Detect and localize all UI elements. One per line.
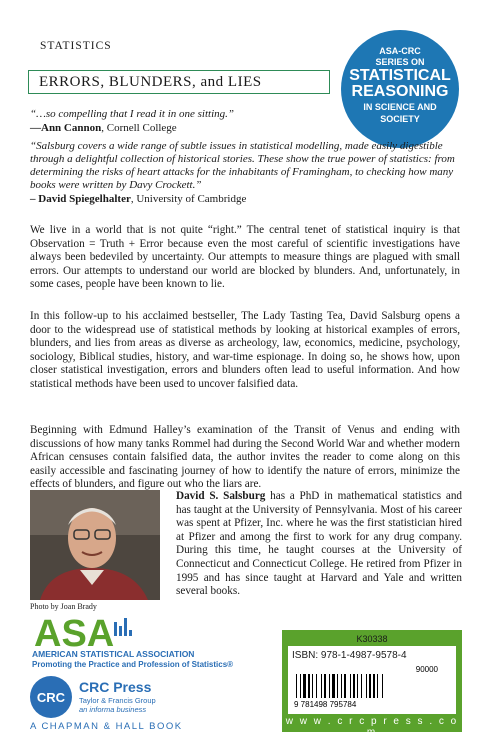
barcode-bar [350,674,351,698]
series-line-3: STATISTICAL [349,67,451,84]
barcode-bar [366,674,367,698]
barcode-bar [324,674,326,698]
price-code: 90000 [415,665,438,674]
barcode-bar [296,674,297,698]
series-line-4: REASONING [351,83,449,100]
barcode-digits: 9 781498 795784 [294,700,357,708]
author-photo [30,490,160,600]
review-quote: “Salsburg covers a wide range of subtle issues in statistical modelling, made easily digestible through a delightful collection of historical stories. These show the true power of statistics: from determining the risks of heart attacks for the inhabitants of Framingham, to checking how many books were written by Davy Crockett.” [30,140,455,191]
review-quote: “…so compelling that I read it in one sitting.” [30,108,235,120]
barcode-bar [300,674,301,698]
description-paragraph: In this follow-up to his acclaimed bestseller, The Lady Tasting Tea, David Salsburg opens a door to the widespread use of statistical methods by looking at historical examples of errors, blunders, and lies from areas as diverse as archeology, law, economics, medicine, psychology, sociology, Biblical studies, history, and war-time espionage. In doing so, he shows how, upon closer statistical investigation, errors and blunders often lead to useful information. And how statistical methods have been used to uncover falsified data. [30,310,460,390]
reviewer-name: – David Spiegelhalter [30,193,131,205]
author-bio [176,490,462,599]
category-label: STATISTICS [40,40,112,52]
author-bio-text: has a PhD in mathematical statistics and has taught at the University of Pennsylvania. Most of his career was spent at Pfizer, Inc. where he was the first statistician hired at Pfizer and among the first to work for any drug company. During this time, he taught courses at the University of Connecticut and Connecticut College. He retired from Pfizer in 1995 and has since taught at Harvard and Yale and written several books. [176,490,463,598]
barcode-bar [377,674,378,698]
barcode-bar [329,674,330,698]
series-line-5: IN SCIENCE AND [363,102,437,112]
barcode-bar [382,674,383,698]
crc-group: Taylor & Francis Group [79,696,156,705]
barcode-bar [353,674,355,698]
barcode-bar [357,674,358,698]
series-line-1: ASA-CRC [379,46,421,56]
crc-logo: CRC [30,676,72,718]
photo-credit: Photo by Joan Brady [30,602,97,611]
reviewer-affiliation: , Cornell College [101,122,177,134]
reviewer-affiliation: , University of Cambridge [130,193,247,205]
product-code: K30338 [356,634,388,644]
barcode-bar [344,674,346,698]
author-name: David S. Salsburg [176,490,266,502]
barcode-bar [308,674,310,698]
book-title: ERRORS, BLUNDERS, and LIES [28,70,330,94]
isbn-text: ISBN: 978-1-4987-9578-4 [292,650,407,661]
website: w w w . c r c p r e s s . c o m [285,716,459,738]
series-line-2: SERIES ON [375,57,425,67]
barcode-bar [373,674,375,698]
barcode [292,664,452,708]
barcode-bar [337,674,338,698]
barcode-bar [369,674,371,698]
crc-name: CRC Press [79,679,152,695]
barcode-bar [361,674,362,698]
crc-informa: an informa business [79,705,147,714]
review-attribution [30,122,330,135]
series-line-6: SOCIETY [380,114,420,124]
asa-logo-letters: ASA [34,613,115,655]
review-attribution [30,193,460,206]
asa-tagline: Promoting the Practice and Profession of Statistics® [32,660,234,669]
barcode-bar [321,674,322,698]
series-badge [341,30,459,148]
asa-name: AMERICAN STATISTICAL ASSOCIATION [32,649,195,659]
barcode-bar [312,674,313,698]
description-paragraph: Beginning with Edmund Halley’s examination of the Transit of Venus and ending with discussions of how many tanks Rommel had during the Second World War and whether modern African censuses contain falsified data, the author invites the reader to come along on this easily accessible and fascinating journey of how to identify the nature of errors, minimize the effects of blunders, and figure out who the liars are. [30,424,460,491]
reviewer-name: —Ann Cannon [30,122,102,134]
description-paragraph: We live in a world that is not quite “right.” The central tenet of statistical inquiry is that Observation = Truth + Error because even the most careful of scientific investigations have always been bedeviled by uncertainty. Our attempts to measure things are plagued with small errors. Our attempts to understand our world are blocked by blunders. And, unfortunately, in some cases, people have been known to lie. [30,224,460,291]
barcode-bar [341,674,342,698]
chapman-hall-label: A CHAPMAN & HALL BOOK [30,721,183,732]
barcode-bar [303,674,306,698]
barcode-bar [316,674,317,698]
barcode-bar [332,674,335,698]
